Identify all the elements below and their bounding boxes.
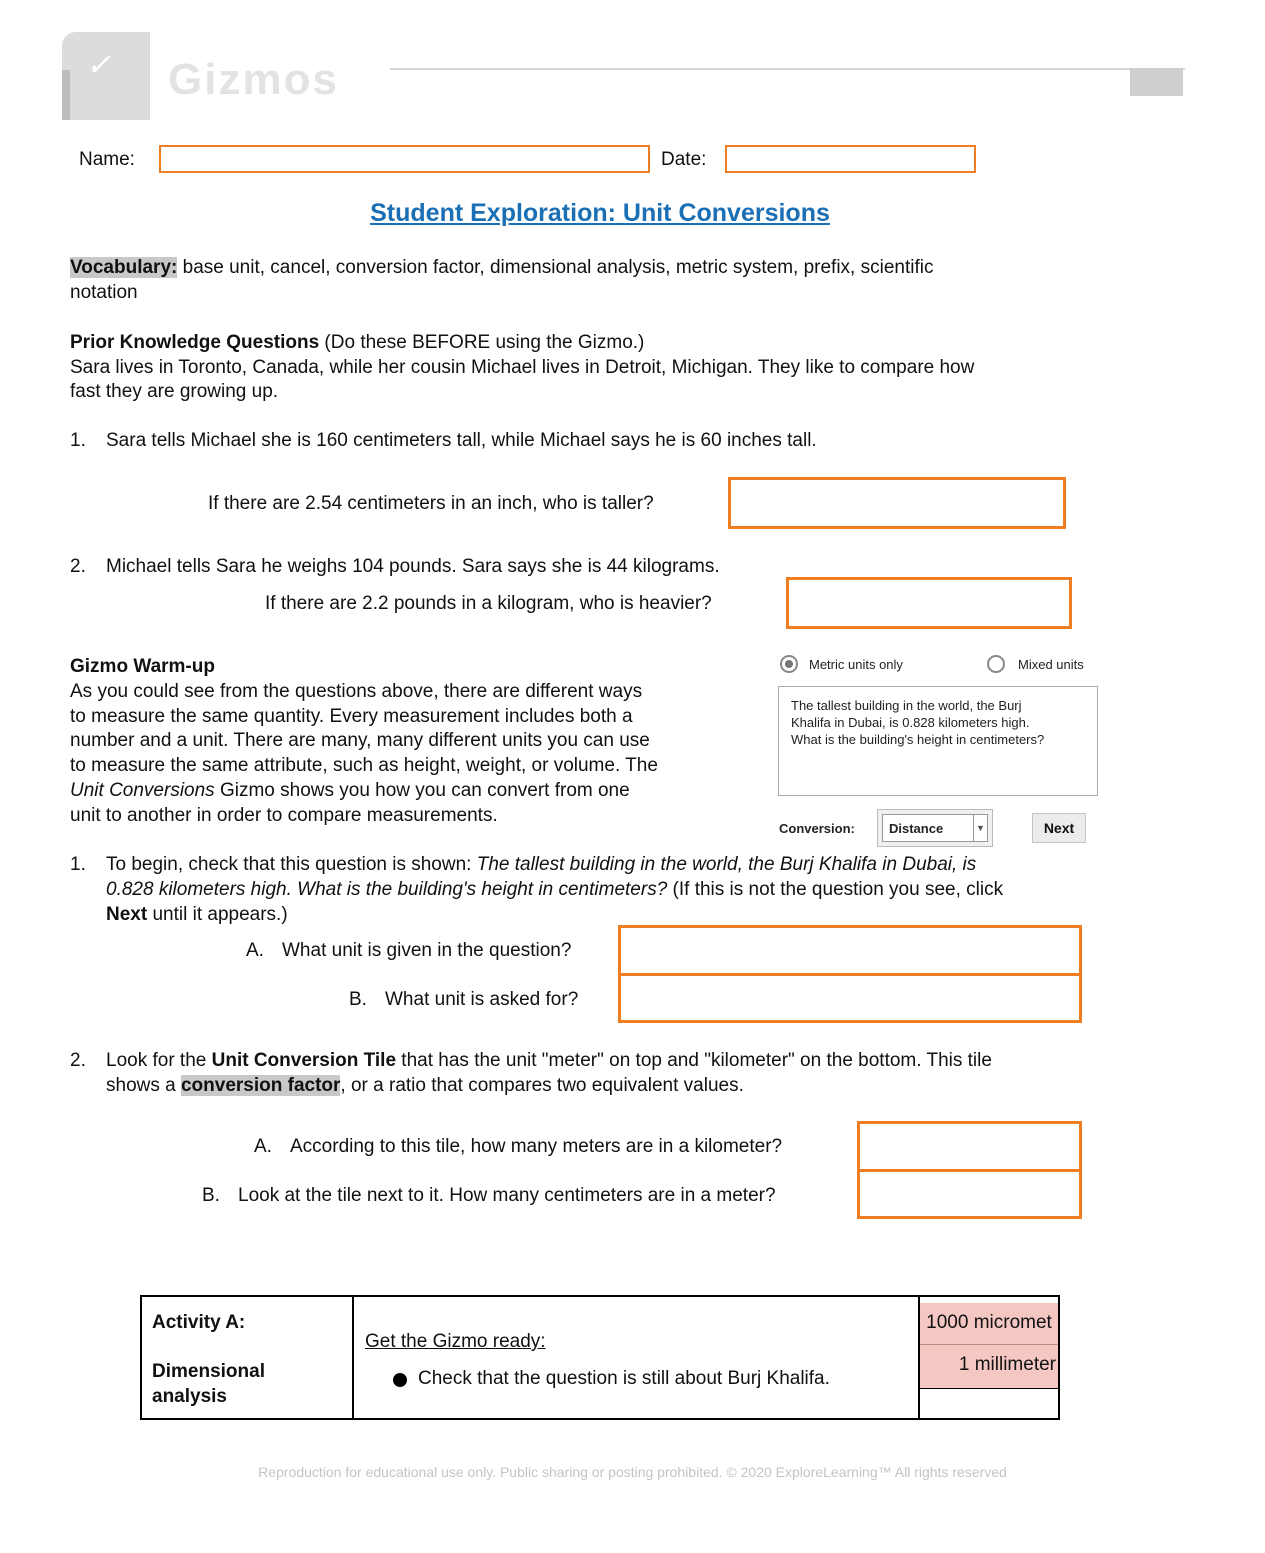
logo-mark-icon: ✓ xyxy=(86,48,112,83)
footer-notice: Reproduction for educational use only. Public sharing or posting prohibited. © 2020 ExploreLearning™ All rights reserved xyxy=(258,1464,1007,1480)
date-field[interactable] xyxy=(725,145,976,173)
prior-heading: Prior Knowledge Questions (Do these BEFORE using the Gizmo.) xyxy=(70,332,645,353)
warmup-q1a-label: A. xyxy=(246,940,264,961)
warmup-line1: As you could see from the questions above, there are different ways xyxy=(70,681,643,702)
gizmo-question-box xyxy=(778,686,1098,796)
vocabulary-label: Vocabulary: xyxy=(70,257,178,278)
chevron-down-icon: ▼ xyxy=(973,815,987,841)
warmup-q1a-answer[interactable] xyxy=(618,925,1082,977)
warmup-line3: number and a unit. There are many, many different units you can use xyxy=(70,730,650,751)
activity-subtitle-line1: Dimensional xyxy=(152,1361,265,1382)
gizmo-question-line1: The tallest building in the world, the Burj xyxy=(791,698,1022,713)
metric-radio[interactable] xyxy=(780,655,798,673)
q2-prompt: If there are 2.2 pounds in a kilogram, who is heavier? xyxy=(265,593,712,614)
bullet-icon xyxy=(393,1373,407,1387)
prior-intro-line2: fast they are growing up. xyxy=(70,381,279,402)
warmup-q1-line2: 0.828 kilometers high. What is the building's height in centimeters? (If this is not the question you see, click xyxy=(106,879,1004,900)
date-label: Date: xyxy=(661,149,707,170)
mixed-radio[interactable] xyxy=(987,655,1005,673)
activity-subtitle-line2: analysis xyxy=(152,1386,227,1407)
q1-text: Sara tells Michael she is 160 centimeters tall, while Michael says he is 60 inches tall. xyxy=(106,430,817,451)
next-button[interactable]: Next xyxy=(1032,813,1086,843)
vocabulary-line: Vocabulary: base unit, cancel, conversion factor, dimensional analysis, metric system, prefix, scientific xyxy=(70,257,934,278)
warmup-q2-line2: shows a conversion factor, or a ratio that compares two equivalent values. xyxy=(106,1075,744,1096)
q2-answer-box[interactable] xyxy=(786,577,1072,629)
q1-answer-box[interactable] xyxy=(728,477,1066,529)
warmup-line5: Unit Conversions Gizmo shows you how you can convert from one xyxy=(70,780,630,801)
conversion-tile-top: 1000 micromet xyxy=(920,1303,1058,1345)
metric-radio-label: Metric units only xyxy=(809,657,903,672)
conversion-tile-bottom: 1 millimeter xyxy=(920,1345,1058,1389)
conversion-select[interactable] xyxy=(877,809,993,847)
activity-title: Activity A: xyxy=(152,1312,246,1333)
header-tab xyxy=(1130,68,1183,96)
warmup-q2b-text: Look at the tile next to it. How many centimeters are in a meter? xyxy=(238,1185,776,1206)
mixed-radio-label: Mixed units xyxy=(1018,657,1084,672)
activity-bullet-text: Check that the question is still about Burj Khalifa. xyxy=(418,1368,830,1389)
warmup-q1b-text: What unit is asked for? xyxy=(385,989,579,1010)
warmup-q1-line3: Next until it appears.) xyxy=(106,904,288,925)
gizmo-question-line3: What is the building's height in centimeters? xyxy=(791,732,1045,747)
warmup-q1b-label: B. xyxy=(349,989,367,1010)
vocabulary-line-2: notation xyxy=(70,282,138,303)
q1-prompt: If there are 2.54 centimeters in an inch, who is taller? xyxy=(208,493,654,514)
conversion-select-field xyxy=(882,814,988,842)
get-ready-heading: Get the Gizmo ready: xyxy=(365,1331,546,1352)
conversion-select-value: Distance xyxy=(889,821,944,836)
tile-cell xyxy=(918,1297,1058,1418)
warmup-q1a-text: What unit is given in the question? xyxy=(282,940,572,961)
header-rule xyxy=(390,68,1185,70)
page-title: Student Exploration: Unit Conversions xyxy=(370,199,830,227)
q2-number: 2. xyxy=(70,556,86,577)
warmup-q2a-answer[interactable] xyxy=(857,1121,1082,1173)
prior-intro-line1: Sara lives in Toronto, Canada, while her cousin Michael lives in Detroit, Michigan. They like to compare how xyxy=(70,357,975,378)
warmup-q1-number: 1. xyxy=(70,854,86,875)
q1-number: 1. xyxy=(70,430,86,451)
warmup-q2b-answer[interactable] xyxy=(857,1169,1082,1219)
warmup-q2-number: 2. xyxy=(70,1050,86,1071)
warmup-line2: to measure the same quantity. Every measurement includes both a xyxy=(70,706,633,727)
conversion-label: Conversion: xyxy=(779,821,855,836)
warmup-line6: unit to another in order to compare measurements. xyxy=(70,805,498,826)
logo-stem xyxy=(62,70,70,120)
warmup-q1b-answer[interactable] xyxy=(618,973,1082,1023)
name-field[interactable] xyxy=(159,145,650,173)
activity-title-cell xyxy=(142,1297,354,1418)
q2-text: Michael tells Sara he weighs 104 pounds. Sara says she is 44 kilograms. xyxy=(106,556,720,577)
gizmo-question-line2: Khalifa in Dubai, is 0.828 kilometers high. xyxy=(791,715,1030,730)
brand-wordmark: Gizmos xyxy=(168,55,339,104)
warmup-q2a-text: According to this tile, how many meters are in a kilometer? xyxy=(290,1136,783,1157)
name-label: Name: xyxy=(79,149,135,170)
warmup-q1-line1: To begin, check that this question is shown: The tallest building in the world, the Burj Khalifa in Dubai, is xyxy=(106,854,977,875)
warmup-heading: Gizmo Warm-up xyxy=(70,656,215,677)
warmup-line4: to measure the same attribute, such as height, weight, or volume. The xyxy=(70,755,658,776)
warmup-q2b-label: B. xyxy=(202,1185,220,1206)
activity-table xyxy=(140,1295,1060,1420)
warmup-q2a-label: A. xyxy=(254,1136,272,1157)
warmup-q2-line1: Look for the Unit Conversion Tile that has the unit "meter" on top and "kilometer" on the bottom. This tile xyxy=(106,1050,992,1071)
